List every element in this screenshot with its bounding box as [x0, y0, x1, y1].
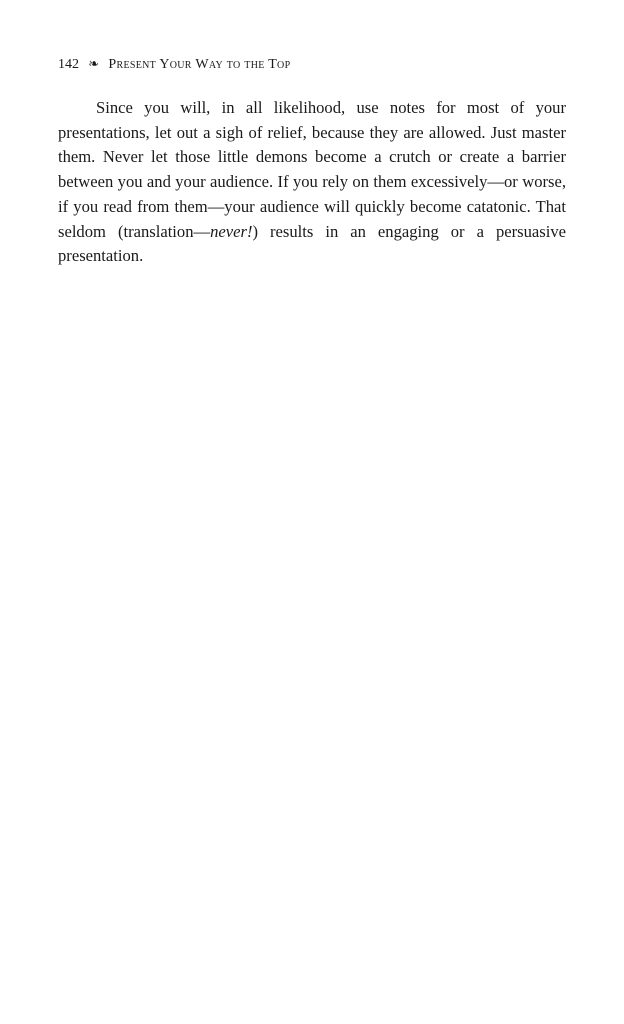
paragraph-text-end: ) results in an engaging or a persuasive presentation.: [58, 221, 566, 266]
page-number: 142: [58, 57, 79, 72]
fleuron-icon: ❧: [88, 56, 100, 71]
emphasized-word: never!: [210, 221, 253, 241]
running-title: Present Your Way to the Top: [108, 57, 291, 72]
body-paragraph: [58, 96, 566, 269]
paragraph-text-start: Since you will, in all likelihood, use notes for most of your presentations, let out a sigh of relief, because they are allowed. Just master them. Never let those little demons become a crutch or create a barrier between you and your audience. If you rely on them excessively—or worse, if you read from them—your audience will quickly become catatonic. That seldom (translation—: [58, 98, 566, 241]
running-head: [58, 56, 578, 73]
